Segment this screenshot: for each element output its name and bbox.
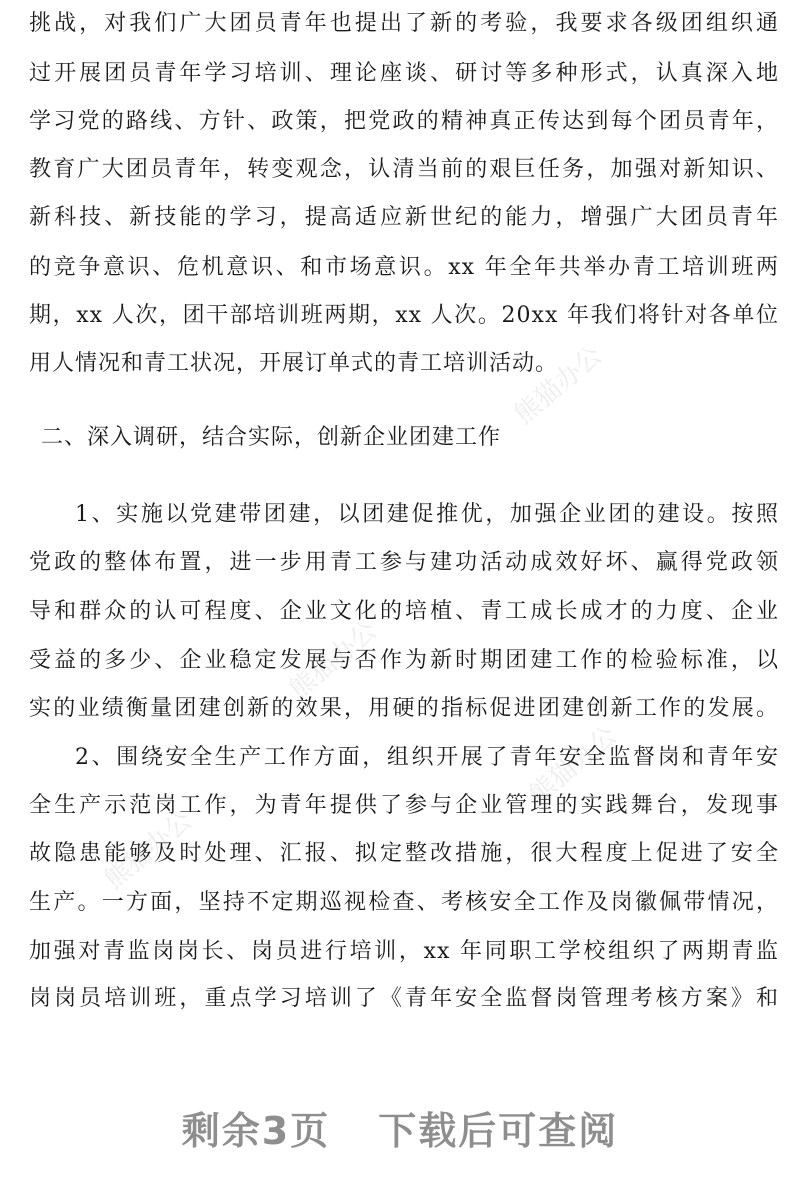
watermark: 熊猫办公 xyxy=(99,805,199,896)
text-line: 过开展团员青年学习培训、理论座谈、研讨等多种形式，认真深入地 xyxy=(29,61,779,86)
text-line: 受益的多少、企业稳定发展与否作为新时期团建工作的检验标准，以 xyxy=(29,648,779,673)
text-line: 用人情况和青工状况，开展订单式的青工培训活动。 xyxy=(29,351,559,376)
text-line: 2、围绕安全生产工作方面，组织开展了青年安全监督岗和青年安 xyxy=(75,745,779,770)
text-line: 新科技、新技能的学习，提高适应新世纪的能力，增强广大团员青年 xyxy=(29,205,779,230)
text-line: 期，xx 人次，团干部培训班两期，xx 人次。20xx 年我们将针对各单位 xyxy=(29,303,779,328)
text-line: 教育广大团员青年，转变观念，认清当前的艰巨任务，加强对新知识、 xyxy=(29,157,779,182)
text-line: 学习党的路线、方针、政策，把党政的精神真正传达到每个团员青年， xyxy=(29,109,779,134)
text-line: 全生产示范岗工作，为青年提供了参与企业管理的实践舞台，发现事 xyxy=(29,793,779,818)
text-line: 加强对青监岗岗长、岗员进行培训，xx 年同职工学校组织了两期青监 xyxy=(29,939,779,964)
text-line: 故隐患能够及时处理、汇报、拟定整改措施，很大程度上促进了安全 xyxy=(29,841,779,866)
watermark: 熊猫办公 xyxy=(524,720,624,811)
text-line: 的竞争意识、危机意识、和市场意识。xx 年全年共举办青工培训班两 xyxy=(29,255,779,280)
text-line: 导和群众的认可程度、企业文化的培植、青工成长成才的力度、企业 xyxy=(29,599,779,624)
section-heading: 二、深入调研，结合实际，创新企业团建工作 xyxy=(41,425,502,450)
text-line: 1、实施以党建带团建，以团建促推优，加强企业团的建设。按照 xyxy=(75,502,779,527)
watermark: 熊猫办公 xyxy=(284,615,384,706)
remaining-pages-label: 剩余3页 xyxy=(181,1109,331,1153)
text-line: 实的业绩衡量团建创新的效果，用硬的指标促进团建创新工作的发展。 xyxy=(29,696,779,721)
text-line: 生产。一方面，坚持不定期巡视检查、考核安全工作及岗徽佩带情况， xyxy=(29,890,779,915)
text-line: 挑战，对我们广大团员青年也提出了新的考验，我要求各级团组织通 xyxy=(29,11,779,36)
text-line: 岗岗员培训班，重点学习培训了《青年安全监督岗管理考核方案》和 xyxy=(29,986,779,1011)
text-line: 党政的整体布置，进一步用青工参与建功活动成效好坏、赢得党政领 xyxy=(29,550,779,575)
download-banner[interactable] xyxy=(0,1100,800,1155)
download-to-view-label: 下载后可查阅 xyxy=(378,1109,619,1153)
watermark: 熊猫办公 xyxy=(509,340,609,431)
